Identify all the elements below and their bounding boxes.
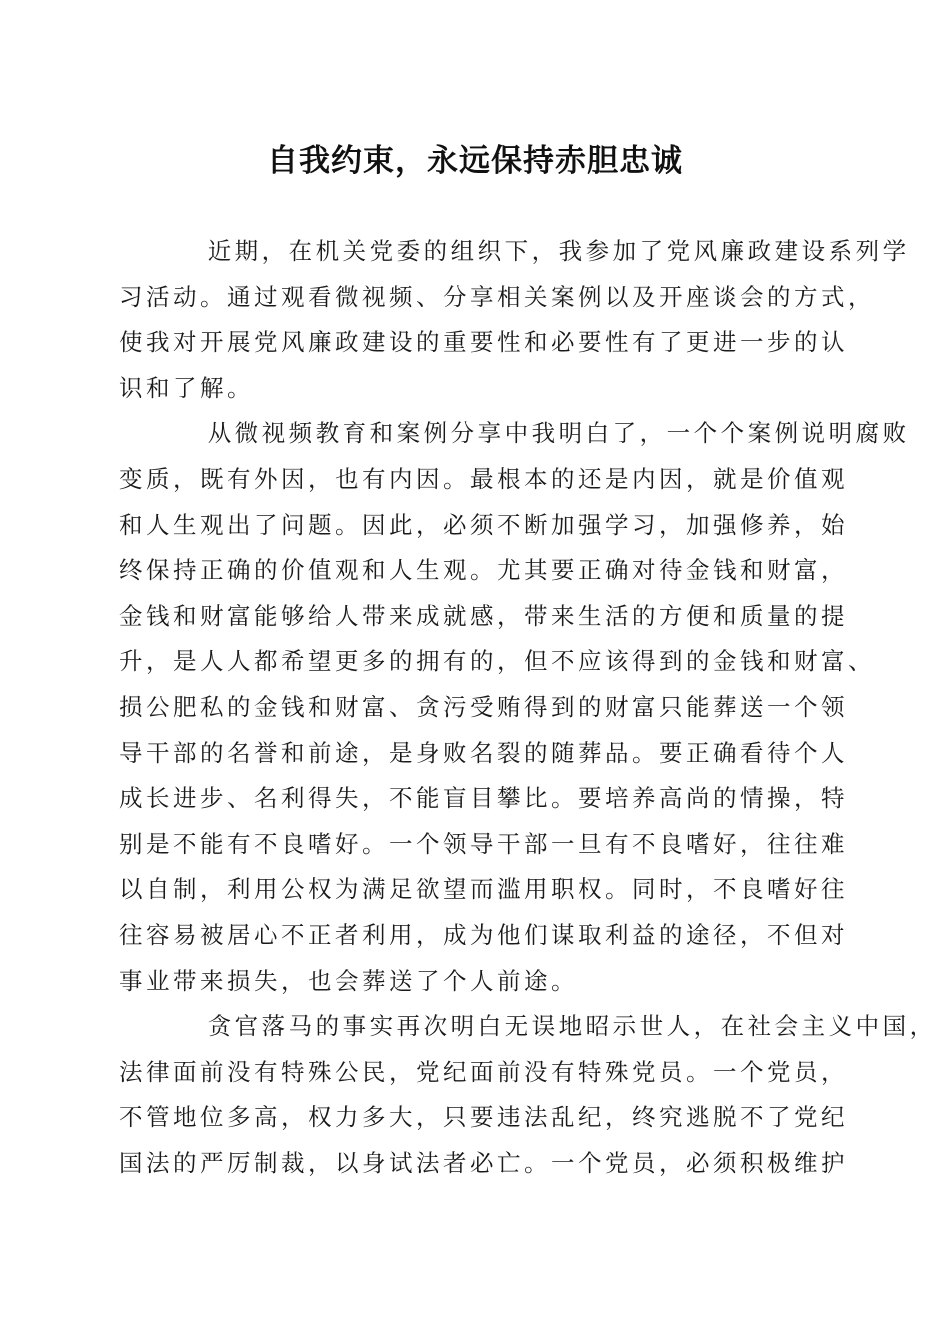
text-line: 从微视频教育和案例分享中我明白了，一个个案例说明腐败 bbox=[207, 419, 910, 448]
page-title: 自我约束，永远保持赤胆忠诚 bbox=[267, 143, 683, 179]
text-line: 往容易被居心不正者利用，成为他们谋取利益的途径，不但对 bbox=[119, 920, 848, 949]
text-line: 国法的严厉制裁，以身试法者必亡。一个党员，必须积极维护 bbox=[119, 1148, 848, 1177]
text-line: 识和了解。 bbox=[119, 373, 254, 402]
text-line: 导干部的名誉和前途，是身败名裂的随葬品。要正确看待个人 bbox=[119, 738, 848, 767]
text-line: 不管地位多高，权力多大，只要违法乱纪，终究逃脱不了党纪 bbox=[119, 1103, 848, 1132]
text-line: 和人生观出了问题。因此，必须不断加强学习，加强修养，始 bbox=[119, 510, 848, 539]
text-line: 成长进步、名利得失，不能盲目攀比。要培养高尚的情操，特 bbox=[119, 784, 848, 813]
text-line: 使我对开展党风廉政建设的重要性和必要性有了更进一步的认 bbox=[119, 328, 848, 357]
text-line: 损公肥私的金钱和财富、贪污受贿得到的财富只能葬送一个领 bbox=[119, 692, 848, 721]
text-line: 法律面前没有特殊公民，党纪面前没有特殊党员。一个党员， bbox=[119, 1057, 848, 1086]
document-body bbox=[119, 229, 937, 1186]
text-line: 近期，在机关党委的组织下，我参加了党风廉政建设系列学 bbox=[207, 237, 910, 265]
text-line: 贪官落马的事实再次明白无误地昭示世人，在社会主义中国， bbox=[207, 1012, 937, 1041]
text-line: 升，是人人都希望更多的拥有的，但不应该得到的金钱和财富、 bbox=[119, 647, 875, 676]
text-line: 终保持正确的价值观和人生观。尤其要正确对待金钱和财富， bbox=[119, 556, 848, 585]
paragraph-2 bbox=[119, 411, 910, 1004]
paragraph-3 bbox=[119, 1004, 937, 1186]
text-line: 别是不能有不良嗜好。一个领导干部一旦有不良嗜好，往往难 bbox=[119, 829, 848, 858]
paragraph-1 bbox=[119, 229, 910, 411]
text-line: 金钱和财富能够给人带来成就感，带来生活的方便和质量的提 bbox=[119, 601, 848, 630]
text-line: 事业带来损失，也会葬送了个人前途。 bbox=[119, 966, 578, 995]
text-line: 习活动。通过观看微视频、分享相关案例以及开座谈会的方式， bbox=[119, 282, 875, 311]
text-line: 以自制，利用公权为满足欲望而滥用职权。同时，不良嗜好往 bbox=[119, 875, 848, 904]
text-line: 变质，既有外因，也有内因。最根本的还是内因，就是价值观 bbox=[119, 464, 848, 493]
